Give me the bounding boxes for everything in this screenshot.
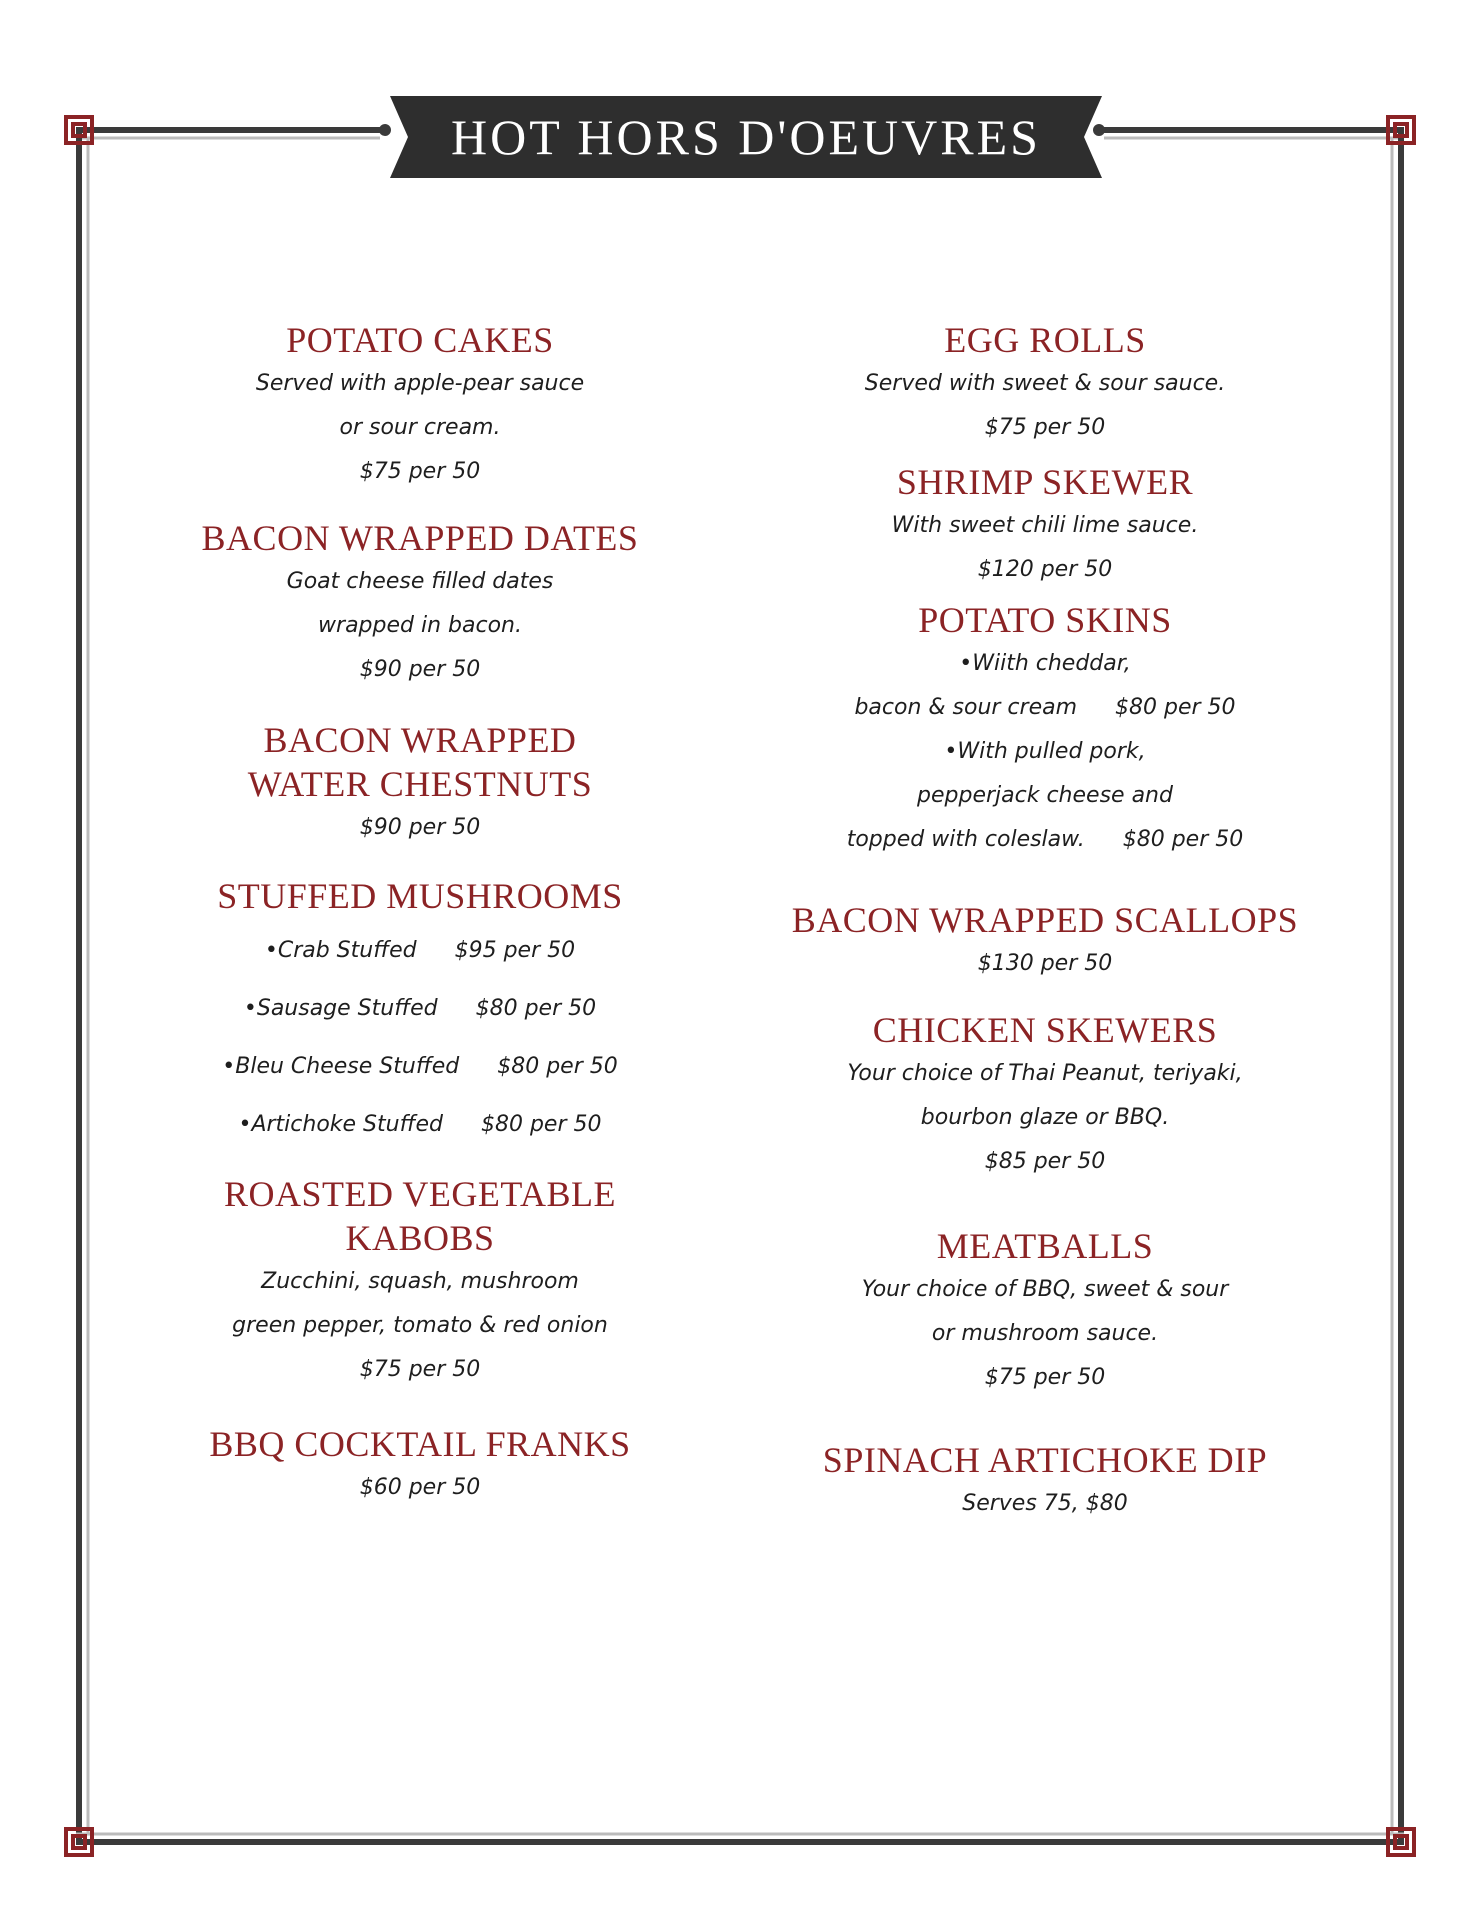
item-name: CHICKEN SKEWERS bbox=[872, 1010, 1218, 1050]
option-label: topped with coleslaw. bbox=[846, 827, 1085, 852]
page-title: HOT HORS D'OEUVRES bbox=[451, 109, 1041, 165]
item-name-line-2: KABOBS bbox=[345, 1218, 495, 1258]
menu-item-roasted-vegetable-kabobs bbox=[140, 1172, 700, 1392]
item-name: EGG ROLLS bbox=[944, 320, 1146, 360]
item-description: With sweet chili lime sauce. bbox=[891, 513, 1199, 538]
menu-item-potato-cakes bbox=[140, 318, 700, 494]
item-price: $85 per 50 bbox=[984, 1149, 1106, 1174]
item-price: $130 per 50 bbox=[977, 951, 1113, 976]
item-name: SPINACH ARTICHOKE DIP bbox=[822, 1440, 1268, 1480]
item-price: $90 per 50 bbox=[359, 815, 481, 840]
option-row bbox=[140, 1038, 700, 1096]
menu-item-bacon-wrapped-water-chestnuts bbox=[140, 718, 700, 850]
option-price: $80 per 50 bbox=[1115, 695, 1236, 720]
menu-item-egg-rolls bbox=[765, 318, 1325, 450]
item-description: wrapped in bacon. bbox=[318, 613, 522, 638]
item-description: or mushroom sauce. bbox=[931, 1321, 1159, 1346]
menu-item-meatballs bbox=[765, 1224, 1325, 1400]
menu-item-bbq-cocktail-franks bbox=[140, 1422, 700, 1510]
item-price: $90 per 50 bbox=[359, 657, 481, 682]
item-name: STUFFED MUSHROOMS bbox=[217, 876, 623, 916]
item-name-line-1: ROASTED VEGETABLE bbox=[224, 1174, 616, 1214]
item-description: bourbon glaze or BBQ. bbox=[920, 1105, 1170, 1130]
item-description: green pepper, tomato & red onion bbox=[232, 1313, 608, 1338]
item-description: or sour cream. bbox=[339, 415, 501, 440]
item-name: MEATBALLS bbox=[936, 1226, 1154, 1266]
option-price: $80 per 50 bbox=[475, 996, 597, 1021]
item-name: SHRIMP SKEWER bbox=[896, 462, 1194, 502]
item-price: $60 per 50 bbox=[359, 1475, 481, 1500]
menu-item-spinach-artichoke-dip bbox=[765, 1438, 1325, 1526]
item-description: pepperjack cheese and bbox=[917, 783, 1173, 808]
option-row bbox=[140, 1096, 700, 1154]
menu-item-bacon-wrapped-scallops bbox=[765, 898, 1325, 986]
menu-item-chicken-skewers bbox=[765, 1008, 1325, 1184]
option-label: •Artichoke Stuffed bbox=[238, 1112, 443, 1137]
option-label: •Sausage Stuffed bbox=[243, 996, 438, 1021]
item-description: •Wiith cheddar, bbox=[959, 651, 1131, 676]
item-name: BACON WRAPPED DATES bbox=[201, 518, 639, 558]
item-name: POTATO SKINS bbox=[918, 600, 1172, 640]
option-price: $80 per 50 bbox=[480, 1112, 602, 1137]
option-label: •Bleu Cheese Stuffed bbox=[222, 1054, 460, 1079]
option-price: $95 per 50 bbox=[454, 938, 576, 963]
item-price: $75 per 50 bbox=[359, 1357, 481, 1382]
item-description: Your choice of BBQ, sweet & sour bbox=[861, 1277, 1229, 1302]
item-price: $120 per 50 bbox=[977, 557, 1113, 582]
item-description: Your choice of Thai Peanut, teriyaki, bbox=[847, 1061, 1243, 1086]
item-description: Goat cheese filled dates bbox=[286, 569, 554, 594]
item-price: $75 per 50 bbox=[359, 459, 481, 484]
item-name: BACON WRAPPED SCALLOPS bbox=[791, 900, 1299, 940]
option-row bbox=[765, 818, 1325, 862]
option-label: •Crab Stuffed bbox=[264, 938, 417, 963]
menu-column-right bbox=[765, 318, 1325, 1526]
option-row bbox=[140, 922, 700, 980]
menu-item-bacon-wrapped-dates bbox=[140, 516, 700, 692]
item-price: $75 per 50 bbox=[984, 415, 1106, 440]
item-price: $75 per 50 bbox=[984, 1365, 1106, 1390]
item-name-line-2: WATER CHESTNUTS bbox=[247, 764, 593, 804]
item-name-line-1: BACON WRAPPED bbox=[263, 720, 577, 760]
item-description: Served with sweet & sour sauce. bbox=[864, 371, 1226, 396]
option-row bbox=[140, 980, 700, 1038]
option-label: bacon & sour cream bbox=[854, 695, 1078, 720]
option-price: $80 per 50 bbox=[497, 1054, 618, 1079]
menu-item-stuffed-mushrooms bbox=[140, 874, 700, 1154]
menu-item-potato-skins bbox=[765, 598, 1325, 862]
menu-item-shrimp-skewer bbox=[765, 460, 1325, 592]
item-description: Served with apple-pear sauce bbox=[255, 371, 585, 396]
option-price: $80 per 50 bbox=[1122, 827, 1244, 852]
option-row bbox=[765, 686, 1325, 730]
item-description: Zucchini, squash, mushroom bbox=[261, 1269, 579, 1294]
item-description: •With pulled pork, bbox=[944, 739, 1146, 764]
item-description: Serves 75, $80 bbox=[962, 1491, 1128, 1516]
item-name: POTATO CAKES bbox=[286, 320, 554, 360]
menu-column-left bbox=[140, 318, 700, 1510]
item-name: BBQ COCKTAIL FRANKS bbox=[209, 1424, 631, 1464]
